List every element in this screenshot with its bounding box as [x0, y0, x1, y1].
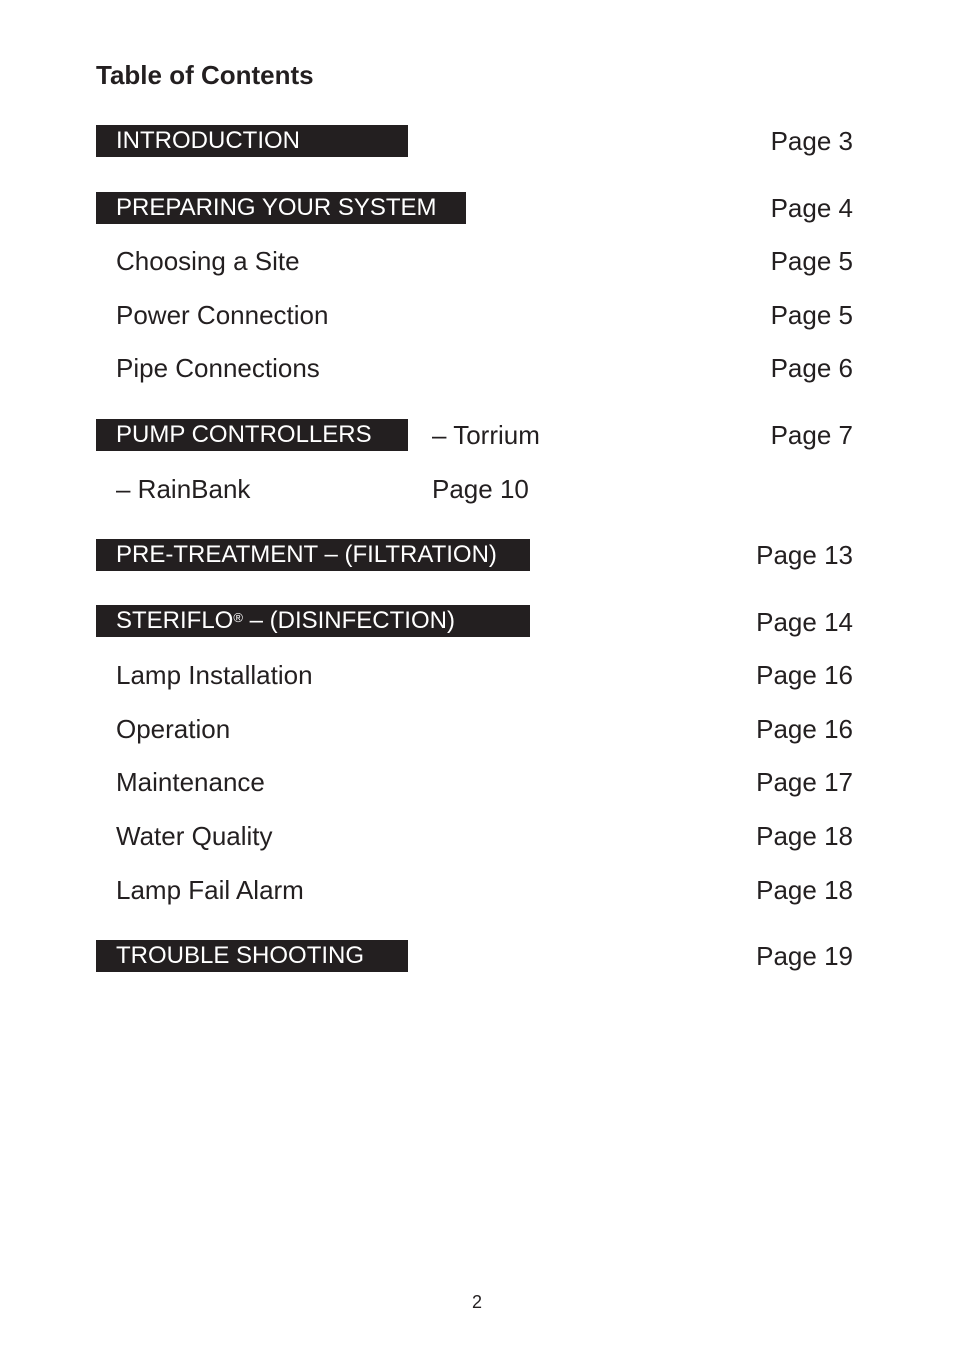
section-preparing-label: PREPARING YOUR SYSTEM — [116, 194, 437, 221]
toc-item-pipe-connections: Pipe Connections — [116, 353, 320, 383]
section-steriflo-label-rest: – (DISINFECTION) — [242, 607, 455, 634]
section-introduction — [96, 125, 408, 157]
section-introduction-label: INTRODUCTION — [116, 127, 300, 154]
toc-item-power-connection-page: Page 5 — [770, 300, 853, 330]
toc-item-choosing-site: Choosing a Site — [116, 246, 300, 276]
section-introduction-page: Page 3 — [770, 126, 853, 156]
section-pump-controllers — [96, 419, 408, 451]
toc-item-pipe-connections-page: Page 6 — [770, 353, 853, 383]
page-number: 2 — [471, 1292, 482, 1312]
section-pump-controllers-page: Page 7 — [770, 420, 853, 450]
toc-item-water-quality: Water Quality — [116, 821, 273, 851]
toc-item-water-quality-page: Page 18 — [756, 821, 853, 851]
section-trouble-shooting — [96, 940, 408, 972]
section-preparing-page: Page 4 — [770, 193, 853, 223]
toc-item-lamp-installation-page: Page 16 — [756, 660, 853, 690]
toc-item-operation: Operation — [116, 714, 231, 744]
toc-item-maintenance: Maintenance — [116, 767, 265, 797]
section-pump-controllers-sub: – Torrium — [432, 420, 540, 450]
toc-item-lamp-fail-alarm: Lamp Fail Alarm — [116, 875, 304, 905]
toc-item-maintenance-page: Page 17 — [756, 767, 853, 797]
section-steriflo — [96, 605, 530, 637]
toc-item-operation-page: Page 16 — [756, 714, 853, 744]
section-pretreatment-page: Page 13 — [756, 540, 853, 570]
toc-item-rainbank-page: Page 10 — [432, 474, 529, 504]
section-preparing — [96, 192, 466, 224]
section-trouble-shooting-label: TROUBLE SHOOTING — [116, 942, 365, 969]
section-pretreatment-label: PRE-TREATMENT – (FILTRATION) — [116, 541, 497, 568]
toc-item-rainbank: – RainBank — [116, 474, 251, 504]
section-pump-controllers-label: PUMP CONTROLLERS — [116, 421, 372, 448]
toc-item-choosing-site-page: Page 5 — [770, 246, 853, 276]
section-steriflo-page: Page 14 — [756, 607, 853, 637]
section-steriflo-label: STERIFLO — [116, 607, 234, 634]
toc-item-lamp-installation: Lamp Installation — [116, 660, 313, 690]
registered-mark: ® — [233, 610, 243, 625]
toc-item-lamp-fail-alarm-page: Page 18 — [756, 875, 853, 905]
toc-item-power-connection: Power Connection — [116, 300, 329, 330]
section-trouble-shooting-page: Page 19 — [756, 941, 853, 971]
toc-title: Table of Contents — [96, 60, 314, 90]
section-pretreatment — [96, 539, 530, 571]
